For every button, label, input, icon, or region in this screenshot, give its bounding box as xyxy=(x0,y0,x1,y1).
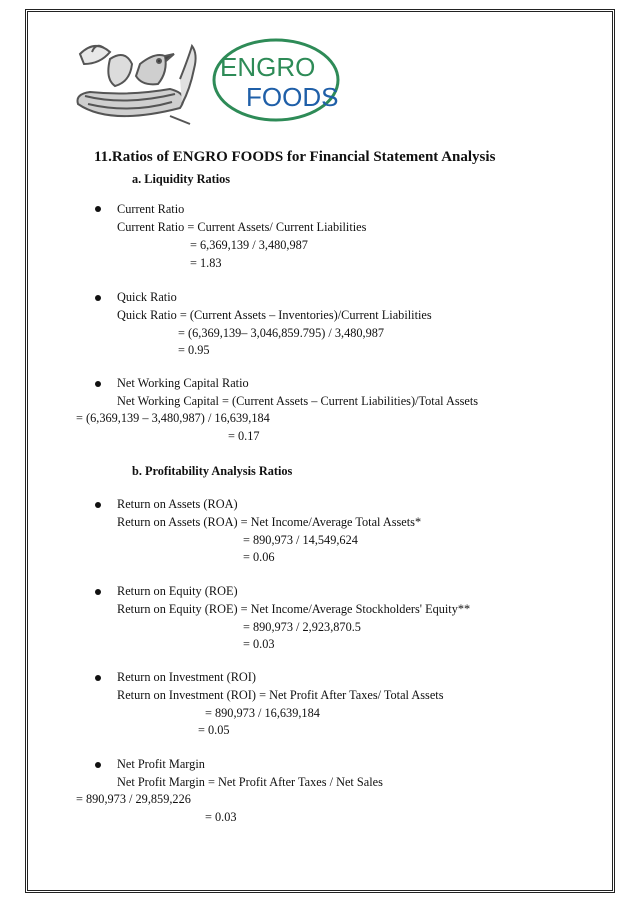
bullet-icon xyxy=(95,589,101,595)
ratio-calculation: = 6,369,139 / 3,480,987 xyxy=(190,238,308,252)
ratio-name: Return on Assets (ROA) xyxy=(117,497,238,511)
ratio-result: = 0.03 xyxy=(205,810,237,824)
bullet-icon xyxy=(95,675,101,681)
section-profitability-heading: b. Profitability Analysis Ratios xyxy=(132,464,293,478)
bullet-icon xyxy=(95,502,101,508)
page-border xyxy=(25,9,615,893)
engro-foods-logo xyxy=(70,34,342,126)
ratio-calculation: = (6,369,139– 3,046,859.795) / 3,480,987 xyxy=(178,326,385,340)
bullet-icon xyxy=(95,762,101,768)
ratio-name: Net Profit Margin xyxy=(117,757,205,771)
bird-nest-icon xyxy=(78,46,196,124)
ratio-name: Return on Investment (ROI) xyxy=(117,670,256,684)
svg-text:ENGRO: ENGRO xyxy=(220,52,316,82)
page-title: 11.Ratios of ENGRO FOODS for Financial Statement Analysis xyxy=(94,149,496,165)
ratio-calculation: = 890,973 / 29,859,226 xyxy=(76,792,191,806)
ratio-calculation: = 890,973 / 2,923,870.5 xyxy=(243,620,361,634)
ratio-calculation: = 890,973 / 14,549,624 xyxy=(243,533,358,547)
ratio-formula: Return on Equity (ROE) = Net Income/Average Stockholders' Equity** xyxy=(117,602,471,616)
ratio-result: = 0.17 xyxy=(228,429,260,443)
ratio-formula: Return on Assets (ROA) = Net Income/Average Total Assets* xyxy=(117,515,422,529)
ratio-result: = 0.95 xyxy=(178,343,210,357)
engro-foods-wordmark xyxy=(214,40,338,120)
ratio-formula: Current Ratio = Current Assets/ Current Liabilities xyxy=(117,220,367,234)
svg-text:FOODS: FOODS xyxy=(246,82,339,112)
ratio-calculation: = 890,973 / 16,639,184 xyxy=(205,706,320,720)
bullet-icon xyxy=(95,206,101,212)
ratio-result: = 0.06 xyxy=(243,550,275,564)
ratio-name: Quick Ratio xyxy=(117,290,177,304)
ratio-formula: Net Working Capital = (Current Assets – Current Liabilities)/Total Assets xyxy=(117,394,479,408)
ratio-name: Return on Equity (ROE) xyxy=(117,584,238,598)
ratio-result: = 0.03 xyxy=(243,637,275,651)
ratio-name: Current Ratio xyxy=(117,202,185,216)
ratio-result: = 1.83 xyxy=(190,256,222,270)
ratio-formula: Quick Ratio = (Current Assets – Inventories)/Current Liabilities xyxy=(117,308,432,322)
ratio-calculation: = (6,369,139 – 3,480,987) / 16,639,184 xyxy=(76,411,270,425)
bullet-icon xyxy=(95,381,101,387)
ratio-name: Net Working Capital Ratio xyxy=(117,376,249,390)
ratio-formula: Return on Investment (ROI) = Net Profit After Taxes/ Total Assets xyxy=(117,688,444,702)
bullet-icon xyxy=(95,295,101,301)
ratio-result: = 0.05 xyxy=(198,723,230,737)
ratio-formula: Net Profit Margin = Net Profit After Taxes / Net Sales xyxy=(117,775,383,789)
section-liquidity-heading: a. Liquidity Ratios xyxy=(132,172,231,186)
